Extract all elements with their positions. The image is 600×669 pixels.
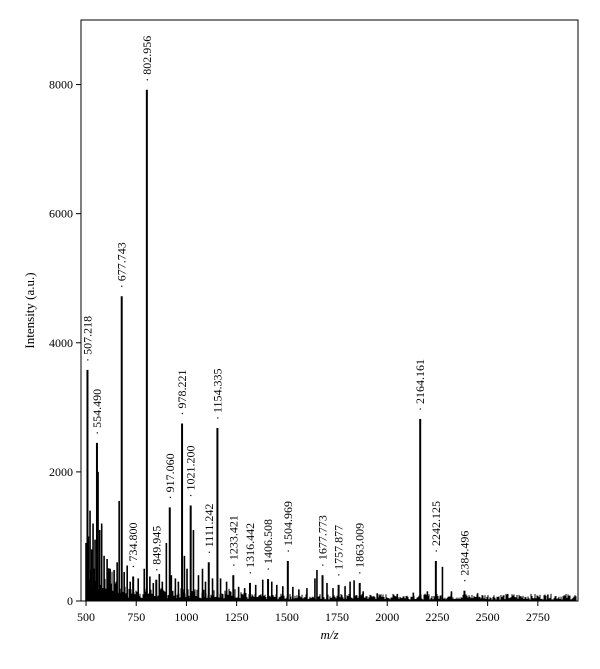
peak-label: · 1111.242: [201, 503, 216, 555]
x-tick-label: 2500: [475, 610, 500, 624]
peak-label: · 2384.496: [457, 530, 472, 583]
peak-label: · 849.945: [149, 525, 164, 572]
peak-label: · 1757.877: [331, 524, 346, 577]
plot-area: [86, 90, 576, 601]
y-tick-label: 8000: [49, 77, 73, 92]
x-tick-label: 1250: [224, 610, 249, 624]
x-tick-label: 2750: [525, 610, 550, 624]
peak-label: · 1233.421: [226, 515, 241, 568]
x-tick-label: 1750: [325, 610, 350, 624]
x-tick-label: 2000: [375, 610, 400, 624]
y-axis-title: Intensity (a.u.): [22, 272, 37, 349]
peak-label: · 917.060: [162, 453, 177, 500]
peak-label: · 978.221: [175, 369, 190, 416]
y-tick-label: 0: [67, 594, 73, 608]
x-tick-label: 750: [127, 610, 146, 624]
x-tick-label: 1500: [274, 610, 299, 624]
peak-label: · 802.956: [139, 35, 154, 82]
plot-frame: [81, 20, 578, 601]
peak-label: · 2164.161: [413, 358, 428, 411]
x-axis-title: m/z: [320, 627, 339, 642]
y-tick-label: 4000: [49, 335, 73, 350]
y-axis: [49, 78, 81, 608]
peak-label: · 1021.200: [183, 445, 198, 498]
peak-label: · 1154.335: [210, 368, 225, 420]
peak-label: · 554.490: [89, 388, 104, 435]
y-tick-label: 6000: [49, 206, 73, 221]
y-tick-label: 2000: [49, 464, 73, 479]
peak-label: · 1863.009: [352, 522, 367, 575]
labeled-peaks: [87, 90, 464, 601]
x-tick-label: 2250: [425, 610, 450, 624]
x-tick-label: 1000: [174, 610, 199, 624]
peak-label: · 1504.969: [280, 500, 295, 553]
peak-label: · 734.800: [126, 522, 141, 569]
peak-label: · 1677.773: [315, 515, 330, 568]
peak-labels: [80, 36, 471, 583]
peak-label: · 2242.125: [428, 500, 443, 553]
peak-label: · 1406.508: [261, 519, 276, 572]
x-tick-label: 500: [77, 610, 96, 624]
peak-label: · 677.743: [114, 242, 129, 289]
peak-label: · 507.218: [80, 315, 95, 362]
x-axis: [77, 601, 550, 624]
peak-label: · 1316.442: [242, 522, 257, 575]
